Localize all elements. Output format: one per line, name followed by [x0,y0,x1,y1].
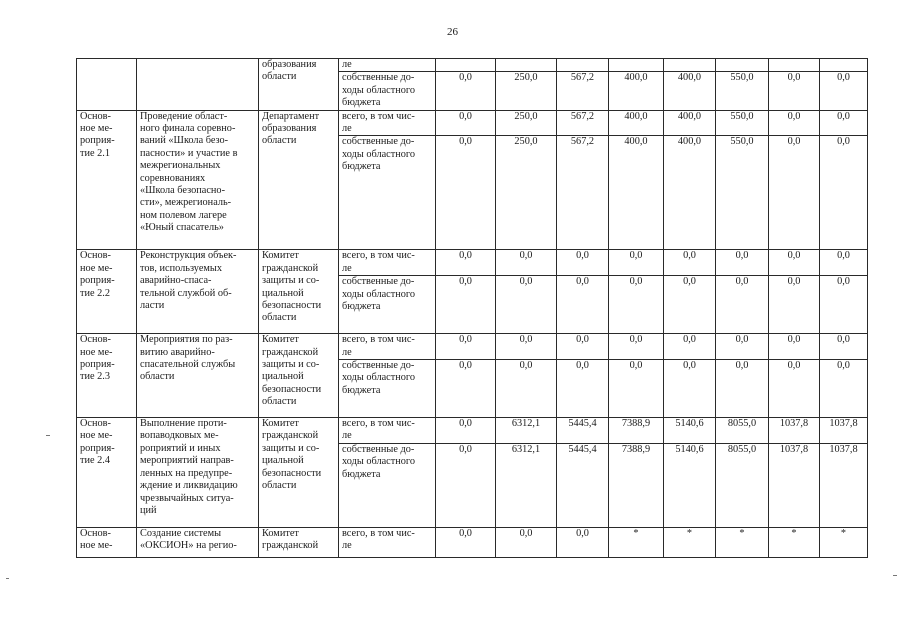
value-cell: 400,0 [664,72,716,110]
table-row [77,59,868,72]
value-cell: * [664,527,716,557]
funding-source-cell: собственные до- ходы областного бюджета [339,443,436,527]
event-cell: Основ- ное ме- роприя- тие 2.4 [77,418,137,528]
value-cell: 8055,0 [716,443,769,527]
value-cell: 0,0 [557,360,609,418]
value-cell: 5140,6 [664,418,716,444]
table-body [77,59,868,558]
value-cell: 0,0 [716,250,769,276]
event-cell [77,59,137,111]
value-cell: 0,0 [557,276,609,334]
value-cell: 400,0 [609,136,664,250]
value-cell: 0,0 [557,334,609,360]
value-cell: 400,0 [664,136,716,250]
event-cell: Основ- ное ме- роприя- тие 2.3 [77,334,137,418]
executor-cell: образования области [259,59,339,111]
table-row [77,250,868,276]
event-cell: Основ- ное ме- роприя- тие 2.1 [77,110,137,250]
value-cell: 7388,9 [609,418,664,444]
value-cell: 0,0 [436,443,496,527]
scan-mark [46,435,50,436]
value-cell: 0,0 [820,334,868,360]
value-cell: 250,0 [496,110,557,136]
executor-cell: Комитет гражданской [259,527,339,557]
value-cell: 0,0 [769,276,820,334]
value-cell: 6312,1 [496,418,557,444]
funding-source-cell: всего, в том чис- ле [339,110,436,136]
scan-mark [6,578,9,579]
value-cell: 400,0 [609,110,664,136]
value-cell [664,59,716,72]
value-cell: 5140,6 [664,443,716,527]
value-cell: 6312,1 [496,443,557,527]
funding-source-cell: всего, в том чис- ле [339,418,436,444]
funding-source-cell: собственные до- ходы областного бюджета [339,136,436,250]
value-cell: * [716,527,769,557]
value-cell: 0,0 [496,276,557,334]
value-cell: 0,0 [436,334,496,360]
table-row [77,527,868,557]
value-cell [557,59,609,72]
value-cell: 250,0 [496,136,557,250]
value-cell: 550,0 [716,110,769,136]
value-cell: 400,0 [664,110,716,136]
value-cell [769,59,820,72]
value-cell: 0,0 [496,250,557,276]
table-row [77,110,868,136]
event-name-cell: Реконструкция объек- тов, используемых аварийно-спаса- тельной службой об- ласти [137,250,259,334]
value-cell: 0,0 [820,136,868,250]
value-cell: 0,0 [769,110,820,136]
value-cell: 567,2 [557,72,609,110]
value-cell: 0,0 [496,527,557,557]
value-cell: 0,0 [769,72,820,110]
value-cell [716,59,769,72]
value-cell: 0,0 [769,136,820,250]
value-cell: 0,0 [820,276,868,334]
event-name-cell: Создание системы «ОКСИОН» на регио- [137,527,259,557]
page-number: 26 [447,26,458,38]
value-cell: * [609,527,664,557]
value-cell: 0,0 [436,110,496,136]
value-cell: 0,0 [436,418,496,444]
executor-cell: Комитет гражданской защиты и со- циальной безопасности области [259,334,339,418]
scan-mark [893,575,897,576]
event-name-cell: Выполнение проти- вопаводковых ме- роприятий и иных мероприятий направ- ленных на предупре- ждение и ликвидацию чрезвычайных ситуа- ций [137,418,259,528]
value-cell: 1037,8 [820,443,868,527]
value-cell: 0,0 [820,72,868,110]
event-cell: Основ- ное ме- [77,527,137,557]
value-cell: 0,0 [716,360,769,418]
value-cell: 0,0 [820,250,868,276]
value-cell [820,59,868,72]
value-cell: 0,0 [664,276,716,334]
value-cell: 550,0 [716,136,769,250]
value-cell: 567,2 [557,110,609,136]
table-row [77,418,868,444]
value-cell: 550,0 [716,72,769,110]
value-cell: 0,0 [436,276,496,334]
value-cell: * [769,527,820,557]
value-cell [609,59,664,72]
value-cell: 8055,0 [716,418,769,444]
value-cell: 0,0 [609,276,664,334]
value-cell: 0,0 [436,72,496,110]
value-cell: 0,0 [609,250,664,276]
value-cell: 0,0 [557,250,609,276]
event-cell: Основ- ное ме- роприя- тие 2.2 [77,250,137,334]
value-cell: * [820,527,868,557]
value-cell: 0,0 [716,276,769,334]
value-cell: 0,0 [436,527,496,557]
event-name-cell [137,59,259,111]
value-cell: 0,0 [436,250,496,276]
value-cell: 0,0 [496,334,557,360]
value-cell: 0,0 [496,360,557,418]
value-cell: 1037,8 [769,443,820,527]
value-cell [436,59,496,72]
funding-source-cell: всего, в том чис- ле [339,527,436,557]
value-cell: 400,0 [609,72,664,110]
value-cell: 5445,4 [557,443,609,527]
event-name-cell: Мероприятия по раз- витию аварийно- спасательной службы области [137,334,259,418]
value-cell: 0,0 [820,360,868,418]
value-cell: 7388,9 [609,443,664,527]
value-cell: 1037,8 [769,418,820,444]
value-cell: 5445,4 [557,418,609,444]
value-cell: 0,0 [664,360,716,418]
value-cell: 0,0 [557,527,609,557]
funding-source-cell: всего, в том чис- ле [339,334,436,360]
funding-source-cell: собственные до- ходы областного бюджета [339,72,436,110]
value-cell: 0,0 [769,334,820,360]
table-row [77,334,868,360]
value-cell [496,59,557,72]
value-cell: 0,0 [436,360,496,418]
value-cell: 0,0 [664,334,716,360]
program-events-table [76,58,868,558]
value-cell: 0,0 [436,136,496,250]
funding-source-cell: собственные до- ходы областного бюджета [339,276,436,334]
value-cell: 0,0 [664,250,716,276]
value-cell: 0,0 [769,360,820,418]
executor-cell: Комитет гражданской защиты и со- циальной безопасности области [259,250,339,334]
funding-source-cell: собственные до- ходы областного бюджета [339,360,436,418]
funding-source-cell: ле [339,59,436,72]
value-cell: 567,2 [557,136,609,250]
value-cell: 1037,8 [820,418,868,444]
funding-source-cell: всего, в том чис- ле [339,250,436,276]
value-cell: 0,0 [609,334,664,360]
executor-cell: Департамент образования области [259,110,339,250]
value-cell: 0,0 [716,334,769,360]
event-name-cell: Проведение област- ного финала соревно- ваний «Школа безо- пасности» и участие в межрегиональных соревнованиях «Школа безопасно- сти», межрегиональ- ном полевом лагере «Юный спасатель» [137,110,259,250]
value-cell: 0,0 [769,250,820,276]
value-cell: 0,0 [820,110,868,136]
value-cell: 250,0 [496,72,557,110]
executor-cell: Комитет гражданской защиты и со- циальной безопасности области [259,418,339,528]
value-cell: 0,0 [609,360,664,418]
